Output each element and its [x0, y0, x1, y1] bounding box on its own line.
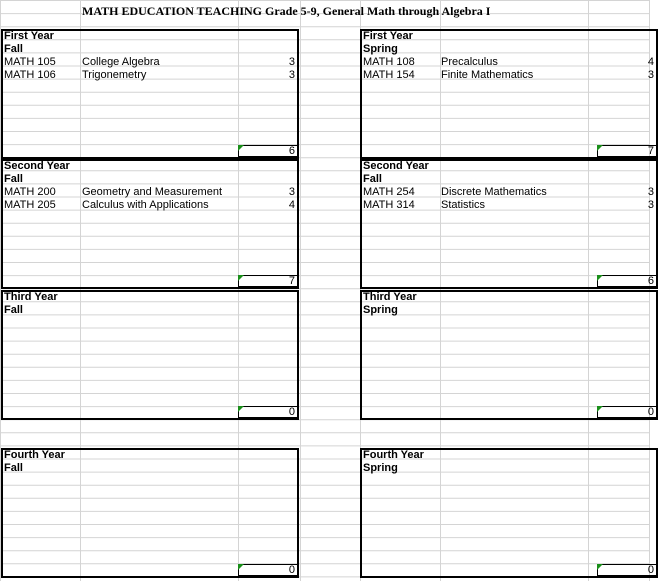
term-season-label: Spring [363, 462, 398, 474]
course-name: Statistics [441, 199, 486, 211]
credit-total: 7 [647, 145, 654, 157]
course-credits: 3 [288, 56, 295, 68]
credit-total: 0 [647, 406, 654, 418]
term-block [1, 448, 299, 578]
course-credits: 4 [647, 56, 654, 68]
term-year-label: Third Year [363, 291, 417, 303]
course-code: MATH 254 [363, 186, 415, 198]
term-season-label: Spring [363, 304, 398, 316]
error-flag-icon [597, 406, 603, 412]
course-credits: 3 [647, 199, 654, 211]
course-name: Discrete Mathematics [441, 186, 547, 198]
term-year-label: Second Year [4, 160, 70, 172]
credit-total: 6 [647, 275, 654, 287]
term-block [360, 290, 658, 420]
term-season-label: Fall [4, 304, 23, 316]
course-code: MATH 106 [4, 69, 56, 81]
course-name: College Algebra [82, 56, 160, 68]
course-name: Precalculus [441, 56, 498, 68]
credit-total: 0 [288, 564, 295, 576]
term-season-label: Fall [363, 173, 382, 185]
course-code: MATH 154 [363, 69, 415, 81]
credit-total: 6 [288, 145, 295, 157]
course-credits: 3 [647, 69, 654, 81]
term-year-label: Fourth Year [4, 449, 65, 461]
error-flag-icon [597, 564, 603, 570]
term-block [1, 290, 299, 420]
course-code: MATH 205 [4, 199, 56, 211]
course-code: MATH 105 [4, 56, 56, 68]
error-flag-icon [597, 145, 603, 151]
term-block [360, 448, 658, 578]
course-name: Finite Mathematics [441, 69, 534, 81]
course-credits: 4 [288, 199, 295, 211]
term-block [1, 29, 299, 159]
course-credits: 3 [288, 186, 295, 198]
term-year-label: Third Year [4, 291, 58, 303]
term-block [1, 159, 299, 289]
course-code: MATH 314 [363, 199, 415, 211]
term-year-label: First Year [4, 30, 54, 42]
course-credits: 3 [647, 186, 654, 198]
term-season-label: Fall [4, 173, 23, 185]
term-year-label: Second Year [363, 160, 429, 172]
error-flag-icon [597, 275, 603, 281]
error-flag-icon [238, 564, 244, 570]
course-name: Trigonemetry [82, 69, 147, 81]
term-year-label: First Year [363, 30, 413, 42]
term-season-label: Fall [4, 43, 23, 55]
term-block [360, 29, 658, 159]
course-credits: 3 [288, 69, 295, 81]
course-code: MATH 108 [363, 56, 415, 68]
credit-total: 7 [288, 275, 295, 287]
term-block [360, 159, 658, 289]
error-flag-icon [238, 275, 244, 281]
term-season-label: Spring [363, 43, 398, 55]
credit-total: 0 [288, 406, 295, 418]
credit-total: 0 [647, 564, 654, 576]
course-name: Geometry and Measurement [82, 186, 223, 198]
error-flag-icon [238, 406, 244, 412]
term-year-label: Fourth Year [363, 449, 424, 461]
course-code: MATH 200 [4, 186, 56, 198]
course-name: Calculus with Applications [82, 199, 209, 211]
term-season-label: Fall [4, 462, 23, 474]
page-title: MATH EDUCATION TEACHING Grade 5-9, General Math through Algebra I [82, 4, 491, 18]
error-flag-icon [238, 145, 244, 151]
